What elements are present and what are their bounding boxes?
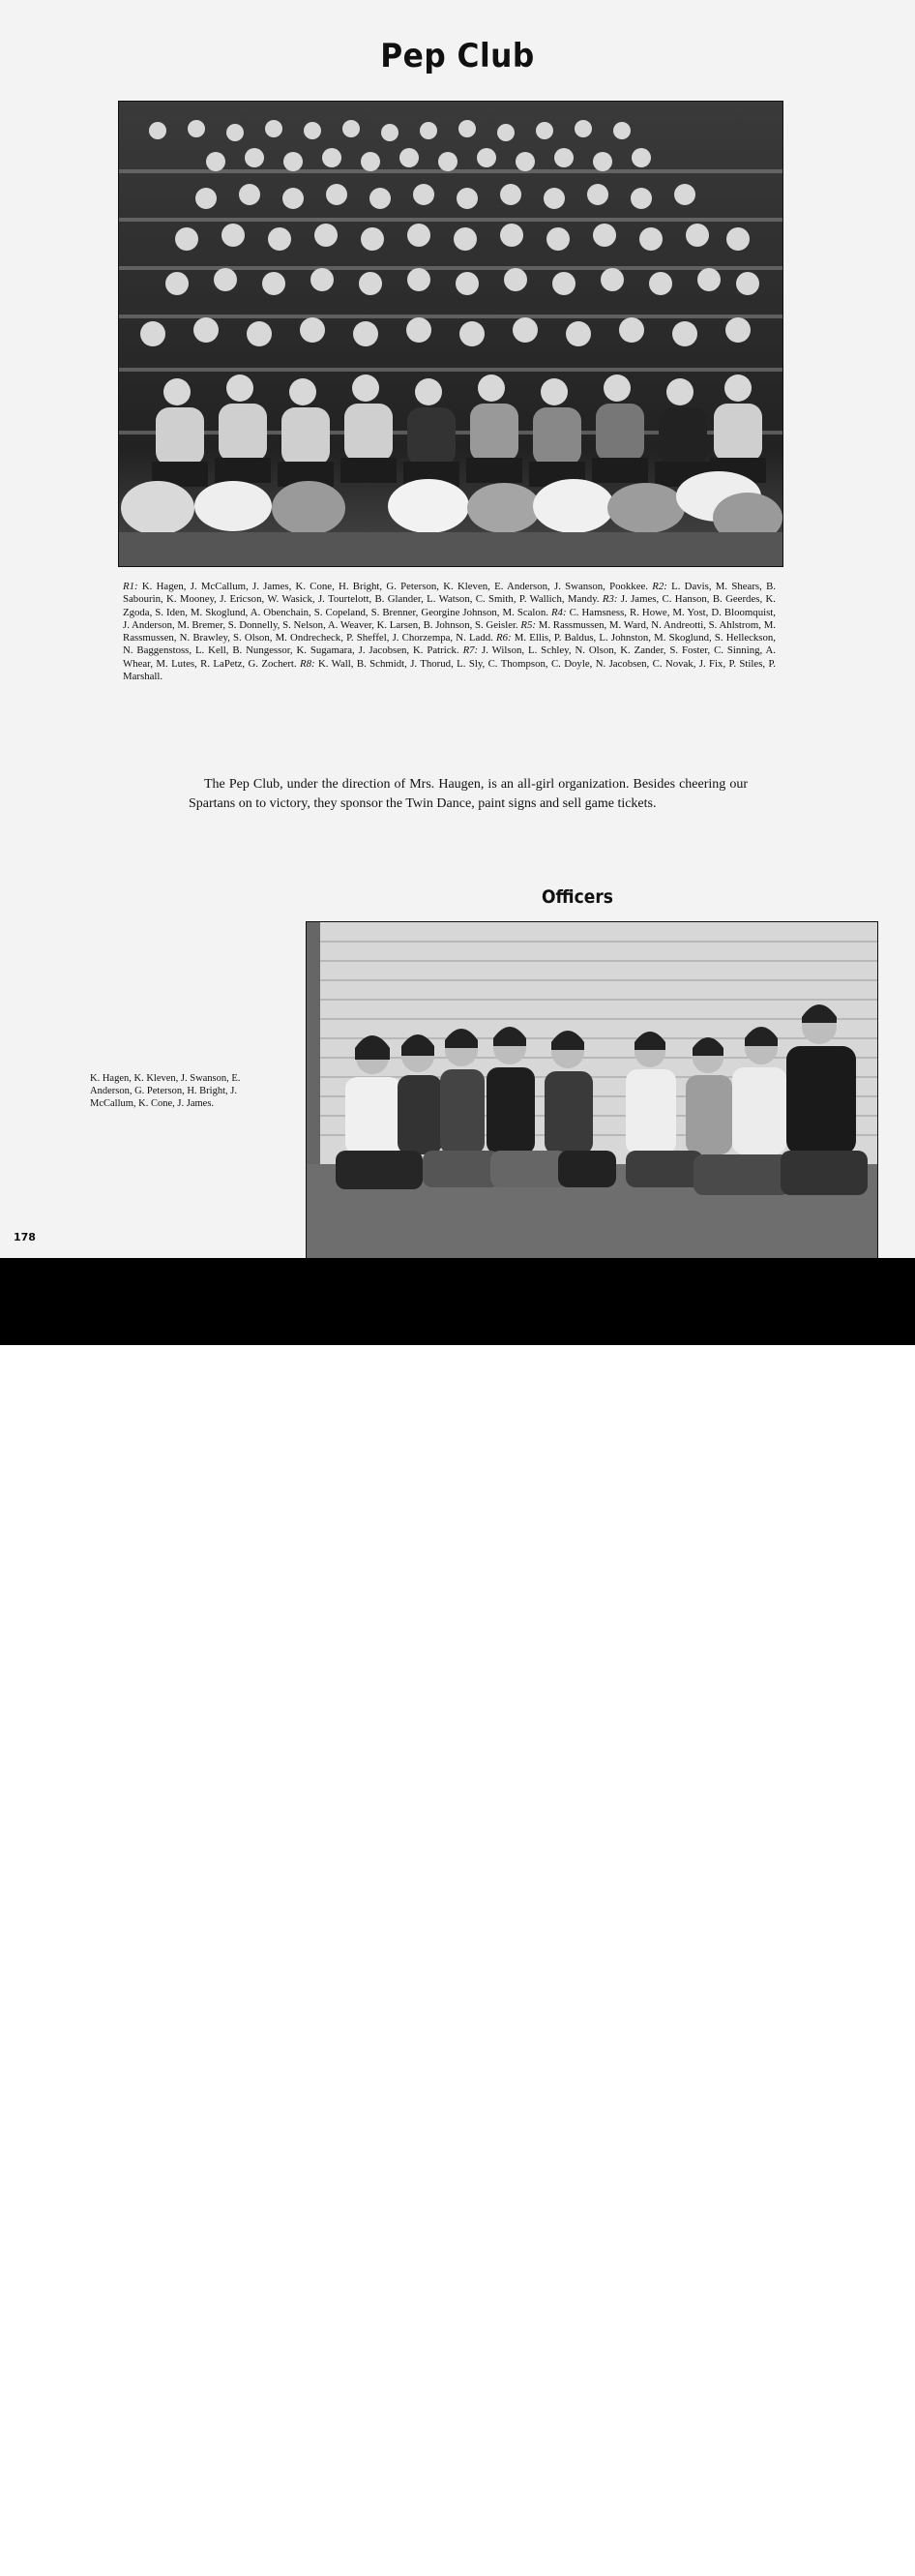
row-label-r6: R6:	[496, 632, 512, 644]
row-names-r8: K. Wall, B. Schmidt, J. Thorud, L. Sly, C. Thompson, C. Doyle, N. Jacobsen, C. Novak, J. Fix, P. Stiles, P. Marshall.	[123, 657, 776, 683]
row-label-r5: R5:	[520, 618, 537, 631]
group-photo-illustration	[119, 102, 782, 566]
watermark-footer	[0, 1258, 915, 2576]
row-names-r6: M. Ellis, P. Baldus, L. Johnston, M. Skoglund, S. Helleckson, N. Baggenstoss, L. Kell, B. Nungessor, K. Sugamara, J. Jacobsen, K. Patrick.	[123, 632, 776, 657]
row-names-r1: K. Hagen, J. McCallum, J. James, K. Cone, H. Bright, G. Peterson, K. Kleven, E. Anderson, J. Swanson, Pookkee.	[137, 581, 653, 592]
page-title: Pep Club	[380, 37, 535, 75]
page-number: 178	[14, 1231, 36, 1243]
club-description: The Pep Club, under the direction of Mrs. Haugen, is an all-girl organization. Besides cheering our Spartans on to victory, they sponsor the Twin Dance, paint signs and sell game tickets.	[189, 777, 748, 811]
row-names-r7: J. Wilson, L. Schley, N. Olson, K. Zander, S. Foster, C. Sinning, A. Whear, M. Lutes, R. LaPetz, G. Zochert.	[123, 644, 776, 670]
group-photo-caption	[123, 581, 776, 683]
officers-photo	[306, 921, 878, 1260]
row-label-r4: R4:	[550, 606, 567, 618]
row-label-r7: R7:	[462, 644, 479, 657]
row-label-r2: R2:	[652, 581, 667, 592]
image-id: Image ID: 3A8TJWB	[763, 2533, 886, 2548]
row-label-r3: R3:	[602, 593, 618, 606]
source-url: www.alamy.com	[784, 2561, 886, 2575]
row-label-r8: R8:	[300, 657, 315, 670]
row-names-r2: L. Davis, M. Shears, B. Sabourin, K. Mooney, J. Ericson, W. Wasick, J. Tourtelott, B. Glander, L. Watson, C. Smith, P. Wallich, Mandy.	[123, 581, 776, 606]
officers-caption: K. Hagen, K. Kleven, J. Swanson, E. Anderson, G. Peterson, H. Bright, J. McCallum, K. Cone, J. James.	[90, 1073, 241, 1109]
row-names-r4: C. Hamsness, R. Howe, M. Yost, D. Bloomquist, J. Anderson, M. Bremer, S. Donnelly, S. Nelson, A. Weaver, K. Larsen, B. Johnson, S. Geisler.	[123, 606, 776, 631]
row-names-r3: J. James, C. Hanson, B. Geerdes, K. Zgoda, S. Iden, M. Skoglund, A. Obenchain, S. Copeland, S. Brenner, Georgine Johnson, M. Scalon.	[123, 593, 776, 618]
row-label-r1: R1:	[123, 581, 138, 592]
yearbook-page	[0, 0, 915, 1258]
pep-club-group-photo	[118, 101, 783, 567]
row-names-r5: M. Rassmussen, M. Ward, N. Andreotti, S. Ahlstrom, M. Rassmussen, N. Brawley, S. Olson, M. Ondrecheck, P. Sheffel, J. Chorzempa, N. Ladd.	[123, 618, 776, 644]
alamy-logo: alamy	[21, 2533, 144, 2576]
officers-photo-illustration	[307, 922, 877, 1259]
officers-heading: Officers	[542, 886, 613, 908]
